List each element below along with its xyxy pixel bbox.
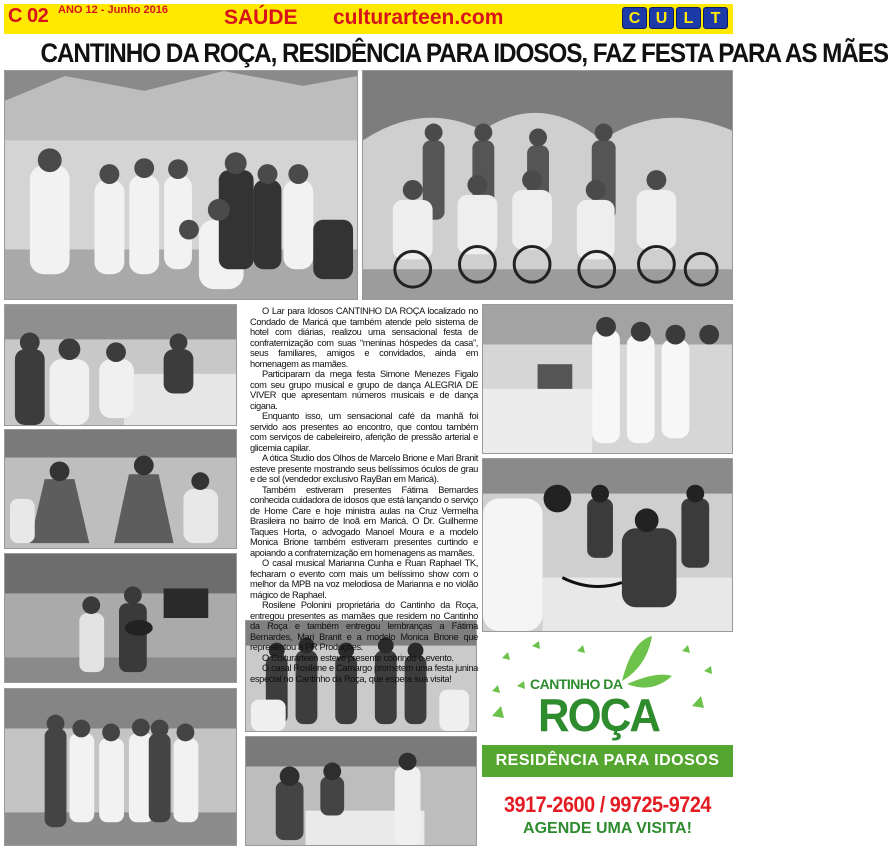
headline: CANTINHO DA ROÇA, RESIDÊNCIA PARA IDOSOS, FAZ FESTA PARA AS MÃES <box>40 38 888 68</box>
ad-brand-line1: CANTINHO DA <box>530 676 623 692</box>
article-paragraph: O Culturarteen esteve presente cobrindo o evento. <box>262 652 454 663</box>
ad-brand-line2: ROÇA <box>538 689 660 741</box>
cult-logo <box>622 7 728 29</box>
page-number: C 02 <box>8 5 49 27</box>
article-body <box>250 306 478 684</box>
section-title: SAÚDE <box>224 6 298 29</box>
logo-letter: C <box>622 7 647 29</box>
photo-party-tables <box>4 304 237 426</box>
article-paragraph: Enquanto isso, um sensacional café da manhã foi servido aos presentes ao encontro, que contou também com serviços de cabeleireiro, aferição de pressão arterial e glicemia capilar. <box>250 411 478 453</box>
article-paragraph: Também estiveram presentes Fátima Bernardes conhecida cuidadora de idosos que está lançando o serviço de Home Care e hoje ministra aulas na Cruz Vermelha Brasileira no bairro de Inoã em Maricá. O Dr. Guilherme Taques Horta, o advogado Manoel Moura e a modelo Monica Brione também estiveram presentes curtindo e apoiando a confraternização em homenagens as mamães. <box>250 484 478 558</box>
article-paragraph: Rosilene Polonini proprietária do Cantinho da Roça, entregou presentes as mamães que residem no Cantinho da Roça e também entregou lembranças a Fátima Bernardes, Mari Branit e a modelo Monica Brione que representou a PR Produções. <box>250 600 478 652</box>
photo-blood-pressure-check <box>482 458 733 632</box>
article-paragraph: O casal musical Marianna Cunha e Ruan Raphael TK, fecharam o evento com mais um belíssimo show com o melhor da MPB na voz melodiosa de Marianna e no violão mágico de Raphael. <box>250 558 478 600</box>
photo-dance-group <box>4 429 237 549</box>
article-paragraph: A ótica Studio dos Olhos de Marcelo Brione e Mari Branit esteve presente mostrando seus belíssimos óculos de grau e de sol (vendedor exclusivo RayBan em Maricá). <box>250 453 478 484</box>
ad-subtitle: RESIDÊNCIA PARA IDOSOS <box>495 752 720 769</box>
article-paragraph: Participaram da mega festa Simone Menezes Figalo com seu grupo musical e grupo de dança ALEGRIA DE VIVER que apresentam números musicais e de dança cigana. <box>250 369 478 411</box>
photo-caregivers <box>4 688 237 846</box>
photo-group-staff <box>4 70 358 300</box>
photo-residents-wheelchairs <box>362 70 733 300</box>
logo-letter: U <box>649 7 674 29</box>
site-url: culturarteen.com <box>333 6 504 29</box>
ad-call-to-action: AGENDE UMA VISITA! <box>523 820 692 837</box>
logo-letter: L <box>676 7 701 29</box>
article-paragraph: O Lar para Idosos CANTINHO DA ROÇA localizado no Condado de Maricá que também atende pelo sistema de hotel com diárias, realizou uma sensacional festa de confraternização com suas “meninas hóspedes da casa”, seus familiares, amigos e convidados, ainda em homenagem as mamães. <box>250 306 478 369</box>
photo-musicians <box>4 553 237 683</box>
article-paragraph: O casal Rosilene e Camargo prometem uma festa junina especial no Cantinho da Roça, que espera sua visita! <box>250 663 478 684</box>
issue-date: ANO 12 - Junho 2016 <box>58 4 169 16</box>
ad-phone-numbers: 3917-2600 / 99725-9724 <box>504 792 711 817</box>
logo-letter: T <box>703 7 728 29</box>
photo-optics-stand <box>245 736 477 846</box>
photo-kitchen-staff <box>482 304 733 454</box>
